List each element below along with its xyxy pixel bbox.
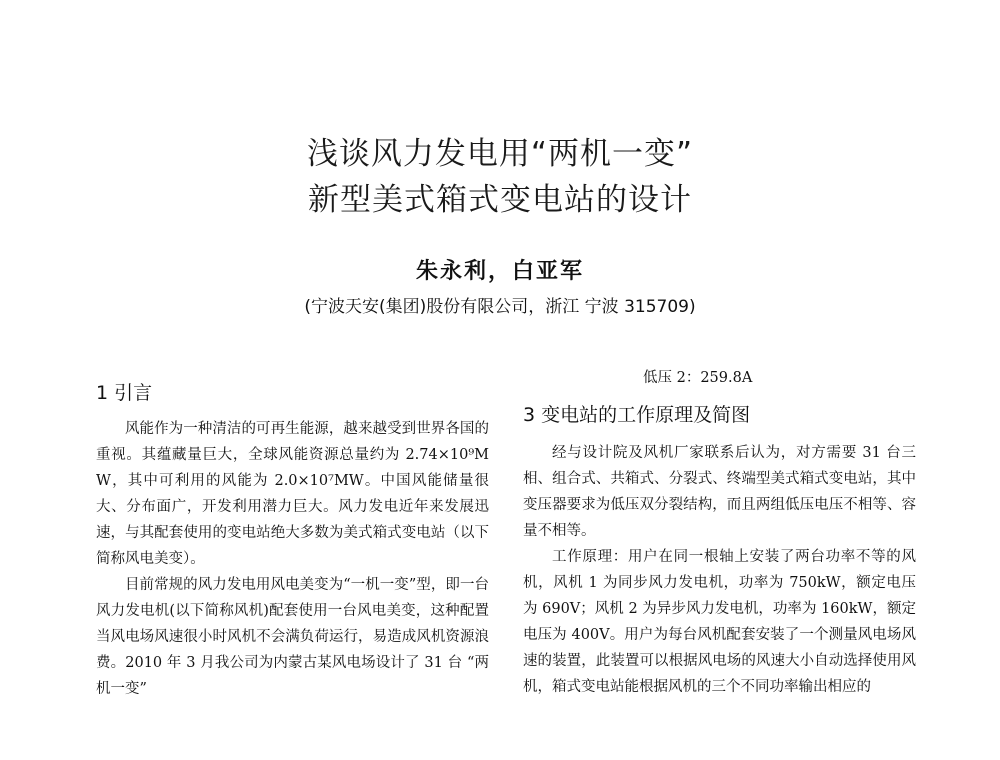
section-heading-introduction: 1 引言 (96, 382, 153, 404)
author-list: 朱永利，白亚军 (415, 258, 584, 284)
paragraph: 经与设计院及风机厂家联系后认为，对方需要 31 台三相、组合式、共箱式、分裂式、终端型美式箱式变电站，其中变压器要求为低压双分裂结构，而且两组低压电压不相等、容量不相等。 (523, 445, 916, 539)
low-voltage-current-line: 低压 2：259.8A (643, 370, 753, 386)
left-column (96, 378, 489, 702)
paper-title-line-2: 新型美式箱式变电站的设计 (308, 182, 692, 218)
right-column (523, 368, 916, 700)
paragraph: 风能作为一种清洁的可再生能源，越来越受到世界各国的重视。其蕴藏量巨大，全球风能资源总量约为 2.74×10⁹MW，其中可利用的风能为 2.0×10⁷MW。中国风能储量很大、分布面广，开发利用潜力巨大。风力发电近年来发展迅速，与其配套使用的变电站绝大多数为美式箱式变电站（以下简称风电美变）。 (96, 421, 489, 567)
paragraph: 工作原理：用户在同一根轴上安装了两台功率不等的风机，风机 1 为同步风力发电机，功率为 750kW，额定电压为 690V；风机 2 为异步风力发电机，功率为 160kW，额定电压为 400V。用户为每台风机配套安装了一个测量风电场风速的装置，此装置可以根据风电场的风速大小自动选择使用风机，箱式变电站能根据风机的三个不同功率输出相应的 (523, 549, 916, 695)
paragraph: 目前常规的风力发电用风电美变为“一机一变”型，即一台风力发电机(以下简称风机)配套使用一台风电美变，这种配置当风电场风速很小时风机不会满负荷运行，易造成风机资源浪费。2010 年 3 月我公司为内蒙古某风电场设计了 31 台 “两机一变” (96, 577, 489, 697)
author-affiliation: (宁波天安(集团)股份有限公司，浙江 宁波 315709) (304, 297, 696, 317)
section-heading-working-principle: 3 变电站的工作原理及简图 (523, 404, 751, 426)
paper-title-line-1: 浅谈风力发电用“两机一变” (306, 136, 694, 172)
